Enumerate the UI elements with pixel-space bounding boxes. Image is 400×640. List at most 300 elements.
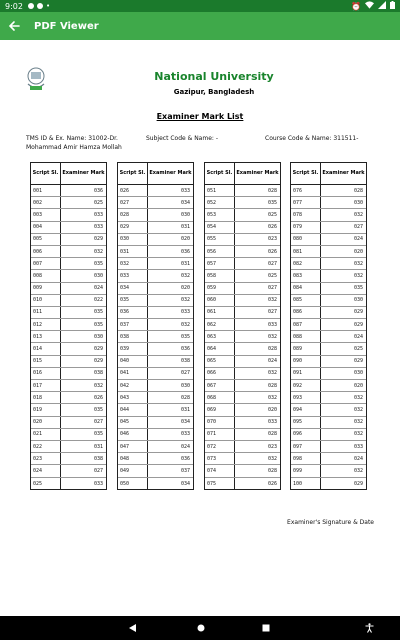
examiner-mark-cell: 034 [180, 419, 190, 426]
table-header [31, 163, 106, 185]
nav-recents-icon [262, 624, 270, 632]
examiner-mark-cell: 022 [93, 297, 103, 304]
table-row [291, 404, 366, 416]
table-row [118, 429, 193, 441]
table-row [118, 441, 193, 453]
script-sl-cell: 085 [291, 295, 321, 306]
examiner-mark-cell: 024 [353, 455, 363, 462]
table-row [205, 404, 280, 416]
script-sl-cell: 097 [291, 441, 321, 452]
table-row [291, 283, 366, 295]
script-sl-cell: 030 [118, 234, 148, 245]
table-row [31, 356, 106, 368]
table-row [118, 209, 193, 221]
script-sl-cell: 061 [205, 307, 235, 318]
script-sl-cell: 023 [31, 453, 61, 464]
script-sl-cell: 072 [205, 441, 235, 452]
table-row [31, 429, 106, 441]
nav-home-button[interactable] [186, 616, 216, 640]
table-row [118, 258, 193, 270]
script-sl-cell: 092 [291, 380, 321, 391]
examiner-mark-cell: 032 [353, 272, 363, 279]
examiner-mark-cell: 035 [93, 260, 103, 267]
table-row [31, 343, 106, 355]
examiner-mark-cell: 027 [93, 419, 103, 426]
script-sl-cell: 086 [291, 307, 321, 318]
table-row [205, 343, 280, 355]
script-sl-cell: 029 [118, 222, 148, 233]
table-row [291, 197, 366, 209]
nav-back-icon [129, 624, 137, 632]
script-sl-cell: 013 [31, 331, 61, 342]
table-row [205, 417, 280, 429]
examiner-mark-cell: 038 [180, 358, 190, 365]
mark-table [204, 162, 281, 490]
table-row [205, 465, 280, 477]
table-row [291, 319, 366, 331]
script-sl-cell: 059 [205, 283, 235, 294]
examiner-mark-cell: 032 [180, 321, 190, 328]
examiner-mark-cell: 034 [180, 199, 190, 206]
course-info: Course Code & Name: 311511- [265, 135, 359, 142]
table-row [291, 453, 366, 465]
script-sl-cell: 032 [118, 258, 148, 269]
examiner-mark-cell: 035 [267, 199, 277, 206]
examiner-mark-cell: 020 [267, 406, 277, 413]
examiner-mark-cell: 025 [93, 199, 103, 206]
script-sl-cell: 083 [291, 270, 321, 281]
table-row [31, 465, 106, 477]
messenger-notification-icon [28, 3, 34, 9]
script-sl-cell: 014 [31, 343, 61, 354]
script-sl-cell: 043 [118, 392, 148, 403]
table-row [291, 478, 366, 490]
table-row [291, 185, 366, 197]
table-row [291, 429, 366, 441]
table-row [291, 392, 366, 404]
script-sl-cell: 095 [291, 417, 321, 428]
table-row [291, 343, 366, 355]
table-row [118, 331, 193, 343]
examiner-mark-cell: 036 [180, 346, 190, 353]
script-sl-cell: 039 [118, 343, 148, 354]
examiner-mark-cell: 026 [267, 248, 277, 255]
examiner-mark-cell: 033 [180, 187, 190, 194]
script-sl-cell: 008 [31, 270, 61, 281]
table-row [291, 417, 366, 429]
table-row [31, 368, 106, 380]
script-sl-cell: 010 [31, 295, 61, 306]
navigation-bar [0, 616, 400, 640]
back-button[interactable] [0, 12, 28, 40]
script-sl-cell: 096 [291, 429, 321, 440]
script-sl-cell: 098 [291, 453, 321, 464]
examiner-mark-cell: 036 [180, 248, 190, 255]
table-row [31, 185, 106, 197]
script-sl-cell: 051 [205, 185, 235, 196]
examiner-mark-cell: 032 [180, 297, 190, 304]
examiner-mark-cell: 033 [93, 224, 103, 231]
table-row [31, 283, 106, 295]
script-sl-header: Script Sl. [118, 163, 148, 184]
table-row [291, 209, 366, 221]
script-sl-cell: 074 [205, 465, 235, 476]
examiner-mark-cell: 024 [180, 443, 190, 450]
examiner-mark-cell: 032 [180, 272, 190, 279]
examiner-mark-header: Examiner Mark [62, 170, 105, 176]
script-sl-cell: 068 [205, 392, 235, 403]
examiner-mark-cell: 028 [180, 394, 190, 401]
examiner-mark-cell: 028 [353, 187, 363, 194]
table-row [205, 258, 280, 270]
table-row [118, 417, 193, 429]
script-sl-cell: 081 [291, 246, 321, 257]
table-row [205, 441, 280, 453]
table-row [118, 197, 193, 209]
examiner-mark-cell: 036 [93, 187, 103, 194]
examiner-mark-cell: 030 [93, 272, 103, 279]
script-sl-cell: 045 [118, 417, 148, 428]
script-sl-cell: 063 [205, 331, 235, 342]
examiner-mark-cell: 031 [180, 260, 190, 267]
table-row [118, 270, 193, 282]
table-row [31, 380, 106, 392]
examiner-mark-cell: 035 [353, 285, 363, 292]
back-arrow-icon [8, 20, 20, 32]
script-sl-cell: 016 [31, 368, 61, 379]
examiner-mark-cell: 024 [93, 285, 103, 292]
examiner-mark-cell: 026 [267, 224, 277, 231]
table-row [31, 246, 106, 258]
examiner-mark-cell: 032 [267, 455, 277, 462]
script-sl-cell: 069 [205, 404, 235, 415]
examiner-mark-cell: 032 [267, 297, 277, 304]
table-row [31, 478, 106, 490]
table-row [31, 441, 106, 453]
script-sl-cell: 012 [31, 319, 61, 330]
script-sl-cell: 040 [118, 356, 148, 367]
table-row [291, 356, 366, 368]
examiner-mark-cell: 031 [93, 443, 103, 450]
examiner-mark-cell: 020 [353, 382, 363, 389]
examiner-mark-cell: 027 [267, 285, 277, 292]
examiner-mark-cell: 032 [353, 211, 363, 218]
examiner-mark-cell: 025 [267, 211, 277, 218]
examiner-mark-cell: 033 [180, 309, 190, 316]
examiner-mark-cell: 030 [180, 382, 190, 389]
examiner-mark-cell: 029 [353, 358, 363, 365]
script-sl-cell: 055 [205, 234, 235, 245]
examiner-mark-cell: 033 [353, 443, 363, 450]
script-sl-cell: 070 [205, 417, 235, 428]
script-sl-cell: 049 [118, 465, 148, 476]
examiner-mark-cell: 023 [267, 443, 277, 450]
script-sl-cell: 022 [31, 441, 61, 452]
examiner-mark-cell: 029 [353, 321, 363, 328]
table-row [118, 295, 193, 307]
table-row [31, 222, 106, 234]
examiner-mark-cell: 029 [93, 236, 103, 243]
examiner-mark-cell: 020 [353, 248, 363, 255]
table-row [118, 368, 193, 380]
table-row [291, 258, 366, 270]
script-sl-cell: 093 [291, 392, 321, 403]
examiner-mark-cell: 024 [353, 236, 363, 243]
examiner-mark-cell: 032 [93, 382, 103, 389]
script-sl-cell: 087 [291, 319, 321, 330]
script-sl-cell: 077 [291, 197, 321, 208]
script-sl-cell: 099 [291, 465, 321, 476]
table-row [31, 270, 106, 282]
script-sl-cell: 094 [291, 404, 321, 415]
script-sl-cell: 058 [205, 270, 235, 281]
script-sl-cell: 019 [31, 404, 61, 415]
examiner-mark-cell: 030 [180, 211, 190, 218]
script-sl-cell: 050 [118, 478, 148, 490]
table-row [291, 368, 366, 380]
script-sl-cell: 038 [118, 331, 148, 342]
table-row [205, 429, 280, 441]
script-sl-header: Script Sl. [31, 163, 61, 184]
script-sl-cell: 088 [291, 331, 321, 342]
examiner-mark-cell: 029 [353, 480, 363, 487]
examiner-mark-cell: 029 [93, 358, 103, 365]
table-row [118, 246, 193, 258]
script-sl-cell: 037 [118, 319, 148, 330]
table-row [31, 295, 106, 307]
university-name: National University [154, 70, 274, 83]
script-sl-cell: 005 [31, 234, 61, 245]
examiner-mark-cell: 032 [267, 394, 277, 401]
table-row [205, 270, 280, 282]
university-location: Gazipur, Bangladesh [173, 88, 255, 96]
script-sl-cell: 052 [205, 197, 235, 208]
table-header [205, 163, 280, 185]
examiner-mark-cell: 028 [267, 467, 277, 474]
examiner-mark-cell: 035 [93, 321, 103, 328]
script-sl-cell: 015 [31, 356, 61, 367]
status-time: 9:02 [5, 1, 23, 11]
examiner-mark-cell: 027 [353, 224, 363, 231]
script-sl-cell: 044 [118, 404, 148, 415]
table-row [205, 246, 280, 258]
app-bar [0, 12, 400, 40]
table-row [205, 380, 280, 392]
script-sl-cell: 025 [31, 478, 61, 490]
table-row [118, 478, 193, 490]
script-sl-cell: 036 [118, 307, 148, 318]
table-row [118, 465, 193, 477]
notification-icon [37, 3, 43, 9]
table-row [291, 222, 366, 234]
script-sl-cell: 076 [291, 185, 321, 196]
table-row [205, 356, 280, 368]
nav-back-button[interactable] [118, 616, 148, 640]
script-sl-cell: 003 [31, 209, 61, 220]
table-row [205, 478, 280, 490]
script-sl-cell: 006 [31, 246, 61, 257]
script-sl-cell: 001 [31, 185, 61, 196]
table-row [205, 222, 280, 234]
table-row [31, 453, 106, 465]
table-header [291, 163, 366, 185]
examiner-mark-cell: 029 [93, 346, 103, 353]
mark-tables [30, 162, 370, 490]
script-sl-cell: 065 [205, 356, 235, 367]
examiner-mark-cell: 035 [93, 431, 103, 438]
examiner-mark-cell: 032 [353, 467, 363, 474]
table-row [31, 307, 106, 319]
table-row [118, 404, 193, 416]
examiner-mark-cell: 032 [93, 248, 103, 255]
examiner-mark-cell: 037 [180, 467, 190, 474]
table-row [118, 392, 193, 404]
script-sl-cell: 067 [205, 380, 235, 391]
examiner-mark-cell: 027 [93, 467, 103, 474]
table-row [31, 319, 106, 331]
table-header [118, 163, 193, 185]
app-title: PDF Viewer [34, 20, 99, 32]
script-sl-cell: 073 [205, 453, 235, 464]
script-sl-header: Script Sl. [291, 163, 321, 184]
examiner-mark-cell: 030 [353, 370, 363, 377]
table-row [31, 392, 106, 404]
accessibility-button[interactable] [354, 616, 384, 640]
script-sl-cell: 071 [205, 429, 235, 440]
table-row [31, 417, 106, 429]
script-sl-cell: 017 [31, 380, 61, 391]
table-row [118, 283, 193, 295]
examiner-mark-cell: 028 [267, 431, 277, 438]
script-sl-cell: 054 [205, 222, 235, 233]
script-sl-cell: 024 [31, 465, 61, 476]
examiner-mark-cell: 027 [180, 370, 190, 377]
accessibility-icon [365, 623, 374, 633]
script-sl-cell: 060 [205, 295, 235, 306]
script-sl-cell: 035 [118, 295, 148, 306]
table-row [31, 234, 106, 246]
examiner-mark-cell: 034 [180, 480, 190, 487]
nav-home-icon [197, 624, 205, 632]
script-sl-header: Script Sl. [205, 163, 235, 184]
script-sl-cell: 027 [118, 197, 148, 208]
table-row [31, 258, 106, 270]
script-sl-cell: 021 [31, 429, 61, 440]
script-sl-cell: 047 [118, 441, 148, 452]
script-sl-cell: 009 [31, 283, 61, 294]
examiner-mark-cell: 032 [353, 419, 363, 426]
alarm-icon: ⏰ [351, 1, 361, 11]
examiner-mark-cell: 033 [267, 321, 277, 328]
script-sl-cell: 091 [291, 368, 321, 379]
examiner-mark-cell: 028 [267, 382, 277, 389]
table-row [291, 441, 366, 453]
table-row [291, 270, 366, 282]
mark-table [30, 162, 107, 490]
script-sl-cell: 034 [118, 283, 148, 294]
script-sl-cell: 028 [118, 209, 148, 220]
script-sl-cell: 080 [291, 234, 321, 245]
table-row [118, 319, 193, 331]
script-sl-cell: 089 [291, 343, 321, 354]
table-row [291, 295, 366, 307]
table-row [291, 307, 366, 319]
table-row [118, 453, 193, 465]
subject-info: Subject Code & Name: - [146, 135, 218, 142]
table-row [118, 222, 193, 234]
script-sl-cell: 084 [291, 283, 321, 294]
table-row [118, 380, 193, 392]
examiner-mark-header: Examiner Mark [236, 170, 279, 176]
examiner-mark-cell: 038 [93, 370, 103, 377]
table-row [205, 319, 280, 331]
script-sl-cell: 053 [205, 209, 235, 220]
document-title: Examiner Mark List [156, 112, 244, 121]
examiner-mark-cell: 025 [267, 272, 277, 279]
script-sl-cell: 100 [291, 478, 321, 490]
examiner-mark-cell: 026 [267, 480, 277, 487]
table-row [118, 343, 193, 355]
examiner-mark-cell: 028 [267, 187, 277, 194]
examiner-mark-cell: 031 [180, 406, 190, 413]
examiner-mark-header: Examiner Mark [149, 170, 192, 176]
table-row [205, 185, 280, 197]
script-sl-cell: 062 [205, 319, 235, 330]
script-sl-cell: 020 [31, 417, 61, 428]
script-sl-cell: 075 [205, 478, 235, 490]
examiner-mark-cell: 030 [93, 333, 103, 340]
table-row [205, 368, 280, 380]
table-row [205, 209, 280, 221]
examiner-mark-cell: 035 [180, 333, 190, 340]
examiner-mark-cell: 030 [353, 297, 363, 304]
examiner-mark-cell: 023 [267, 236, 277, 243]
script-sl-cell: 042 [118, 380, 148, 391]
examiner-mark-cell: 038 [93, 455, 103, 462]
table-row [291, 331, 366, 343]
examiner-mark-cell: 032 [267, 333, 277, 340]
table-row [205, 331, 280, 343]
signal-icon [378, 1, 386, 11]
battery-icon [390, 1, 395, 11]
examiner-mark-cell: 024 [267, 358, 277, 365]
table-row [291, 465, 366, 477]
table-row [205, 295, 280, 307]
examiner-mark-cell: 032 [353, 260, 363, 267]
examiner-mark-cell: 033 [180, 431, 190, 438]
table-row [118, 307, 193, 319]
script-sl-cell: 004 [31, 222, 61, 233]
table-row [205, 392, 280, 404]
pdf-page[interactable] [0, 40, 400, 616]
table-row [291, 246, 366, 258]
table-row [31, 404, 106, 416]
script-sl-cell: 033 [118, 270, 148, 281]
nav-recents-button[interactable] [251, 616, 281, 640]
examiner-signature-label: Examiner's Signature & Date [287, 519, 374, 526]
examiner-mark-cell: 031 [180, 224, 190, 231]
script-sl-cell: 018 [31, 392, 61, 403]
examiner-mark-cell: 026 [93, 394, 103, 401]
table-row [205, 453, 280, 465]
script-sl-cell: 048 [118, 453, 148, 464]
tms-info: TMS ID & Ex. Name: 31002-Dr. Mohammad Amir Hamza Mollah [26, 135, 122, 151]
examiner-mark-cell: 025 [353, 346, 363, 353]
script-sl-cell: 031 [118, 246, 148, 257]
more-notifications-icon: • [45, 2, 51, 10]
script-sl-cell: 079 [291, 222, 321, 233]
table-row [31, 331, 106, 343]
